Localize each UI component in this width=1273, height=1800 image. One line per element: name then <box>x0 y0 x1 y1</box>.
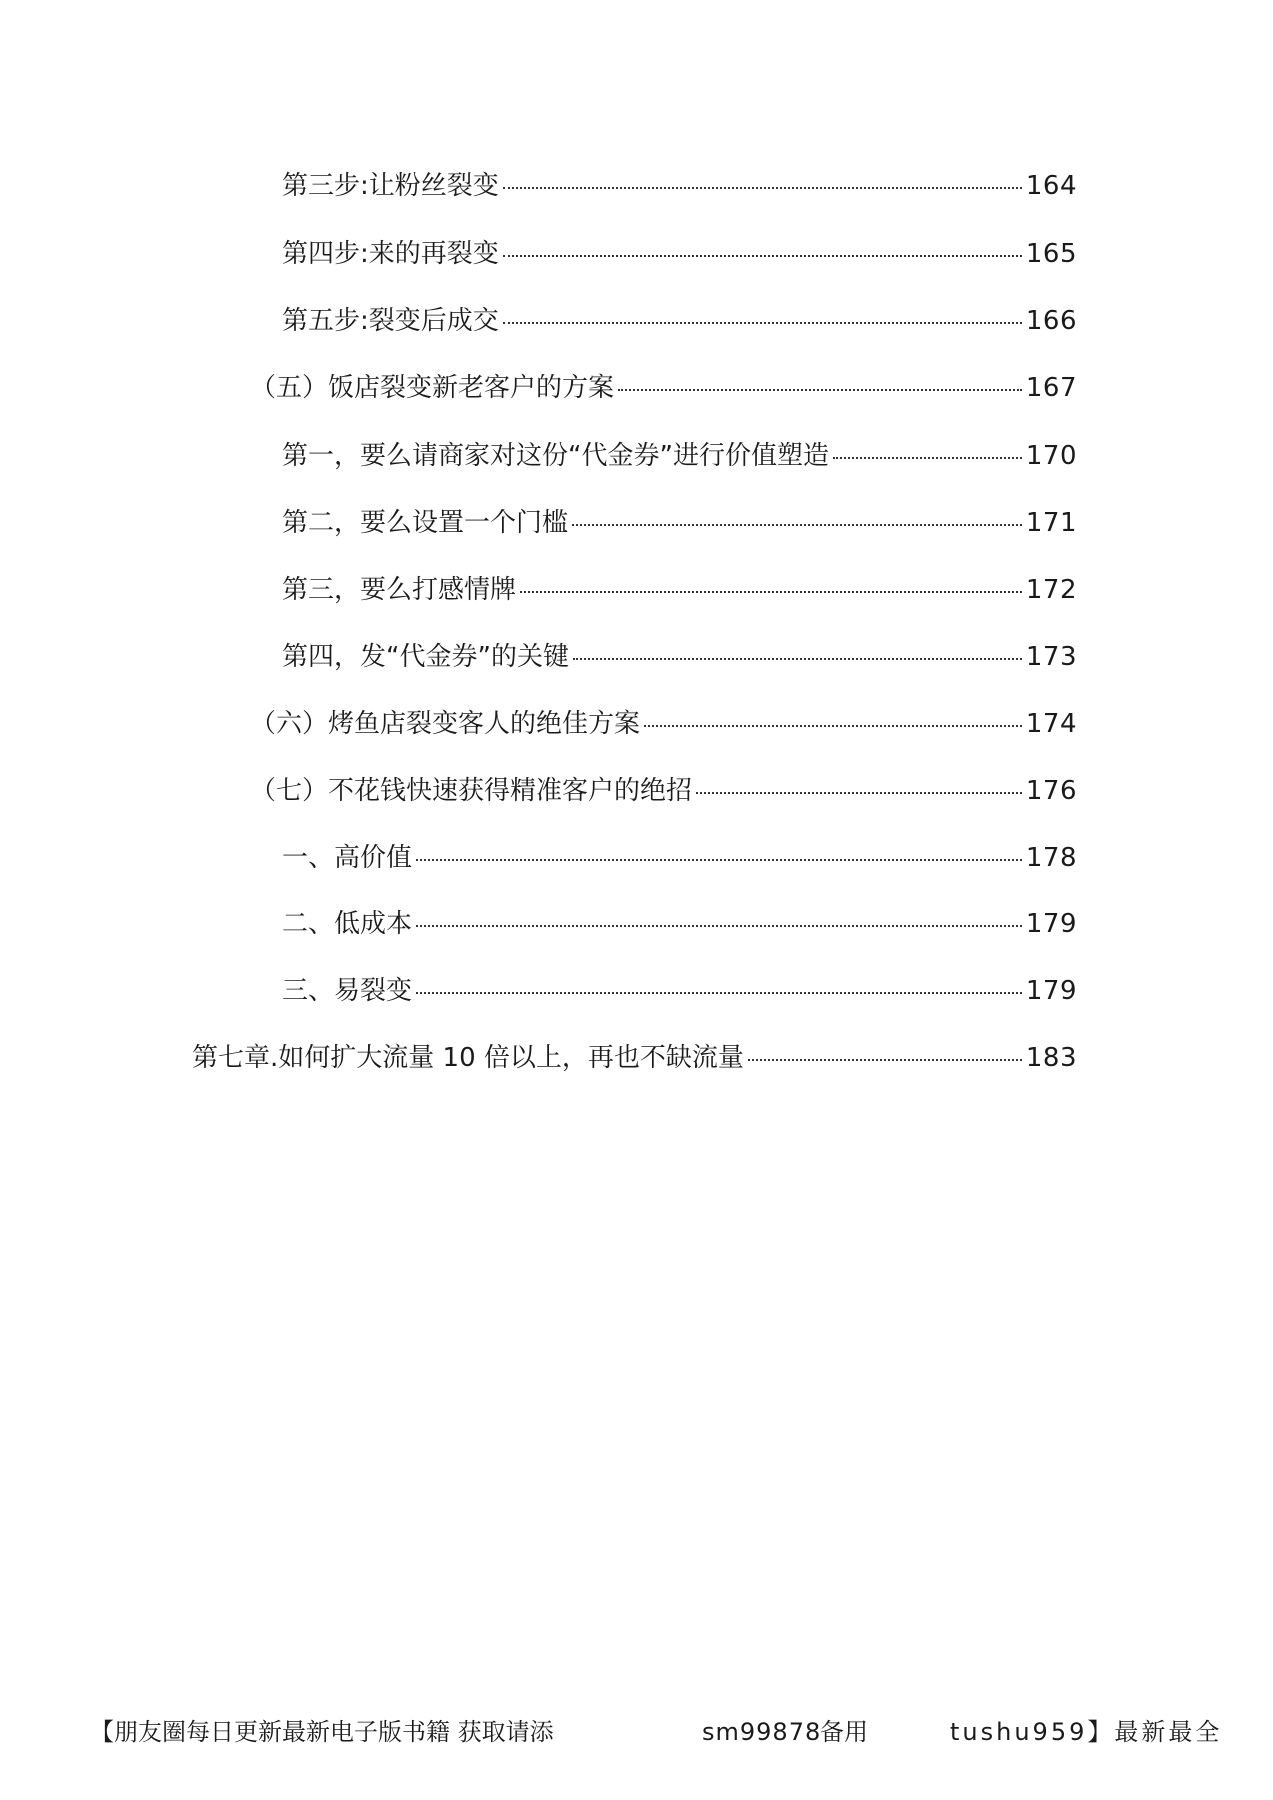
toc-dot-leader <box>748 1059 1022 1061</box>
toc-page-number: 173 <box>1025 642 1077 672</box>
toc-dot-leader <box>416 859 1022 861</box>
toc-entry-title: 三、易裂变 <box>282 976 413 1006</box>
footer-backup-label: 备用 <box>820 1718 868 1746</box>
toc-page-number: 170 <box>1025 441 1077 471</box>
toc-entry-title: 第四，发“代金券”的关键 <box>282 642 569 672</box>
toc-entry-title: 第一，要么请商家对这份“代金券”进行价值塑造 <box>282 441 829 471</box>
toc-entry-title: （七）不花钱快速获得精准客户的绝招 <box>250 776 693 806</box>
toc-dot-leader <box>503 322 1022 324</box>
toc-entry[interactable] <box>250 368 1077 408</box>
toc-entry[interactable] <box>282 971 1077 1011</box>
toc-entry[interactable] <box>282 838 1077 878</box>
toc-entry-title: （六）烤鱼店裂变客人的绝佳方案 <box>250 709 641 739</box>
toc-page-number: 171 <box>1025 508 1077 538</box>
toc-dot-leader <box>416 992 1022 994</box>
toc-page-number: 172 <box>1025 575 1077 605</box>
toc-dot-leader <box>644 725 1022 727</box>
footer-contact-id: sm99878 <box>702 1718 822 1746</box>
toc-entry-title: 第四步:来的再裂变 <box>282 239 499 269</box>
toc-dot-leader <box>416 925 1022 927</box>
toc-entry-title: 二、低成本 <box>282 909 413 939</box>
toc-page-number: 183 <box>1025 1043 1077 1073</box>
toc-page-number: 179 <box>1025 976 1077 1006</box>
toc-entry[interactable] <box>282 503 1077 543</box>
toc-entry-title: 第二，要么设置一个门槛 <box>282 508 569 538</box>
toc-entry[interactable] <box>282 904 1077 944</box>
toc-dot-leader <box>572 524 1022 526</box>
toc-dot-leader <box>503 187 1022 189</box>
toc-dot-leader <box>573 658 1022 660</box>
toc-entry[interactable] <box>282 301 1077 341</box>
toc-page-number: 174 <box>1025 709 1077 739</box>
toc-entry-title: （五）饭店裂变新老客户的方案 <box>250 373 615 403</box>
toc-dot-leader <box>833 457 1022 459</box>
toc-entry[interactable] <box>282 436 1077 476</box>
toc-entry-title: 第三，要么打感情牌 <box>282 575 517 605</box>
toc-page-number: 166 <box>1025 306 1077 336</box>
toc-entry-title: 一、高价值 <box>282 843 413 873</box>
toc-dot-leader <box>696 792 1022 794</box>
toc-page-number: 164 <box>1025 171 1077 201</box>
toc-dot-leader <box>618 389 1022 391</box>
toc-page-number: 176 <box>1025 776 1077 806</box>
toc-dot-leader <box>503 255 1022 257</box>
toc-page-number: 167 <box>1025 373 1077 403</box>
toc-entry-title: 第三步:让粉丝裂变 <box>282 171 499 201</box>
toc-entry[interactable] <box>282 570 1077 610</box>
page-footer <box>90 1712 1223 1752</box>
toc-page-number: 165 <box>1025 239 1077 269</box>
toc-entry[interactable] <box>282 166 1077 206</box>
toc-entry-title: 第七章.如何扩大流量 10 倍以上，再也不缺流量 <box>192 1043 744 1073</box>
toc-entry[interactable] <box>282 234 1077 274</box>
footer-backup-id: tushu959】最新最全 <box>950 1718 1223 1746</box>
toc-entry[interactable] <box>282 637 1077 677</box>
toc-page-number: 179 <box>1025 909 1077 939</box>
toc-page-number: 178 <box>1025 843 1077 873</box>
footer-promo-text: 【朋友圈每日更新最新电子版书籍 获取请添 <box>90 1718 554 1746</box>
toc-entry[interactable] <box>250 771 1077 811</box>
toc-entry[interactable] <box>192 1038 1077 1078</box>
toc-dot-leader <box>520 591 1022 593</box>
toc-entry[interactable] <box>250 704 1077 744</box>
toc-entry-title: 第五步:裂变后成交 <box>282 306 499 336</box>
